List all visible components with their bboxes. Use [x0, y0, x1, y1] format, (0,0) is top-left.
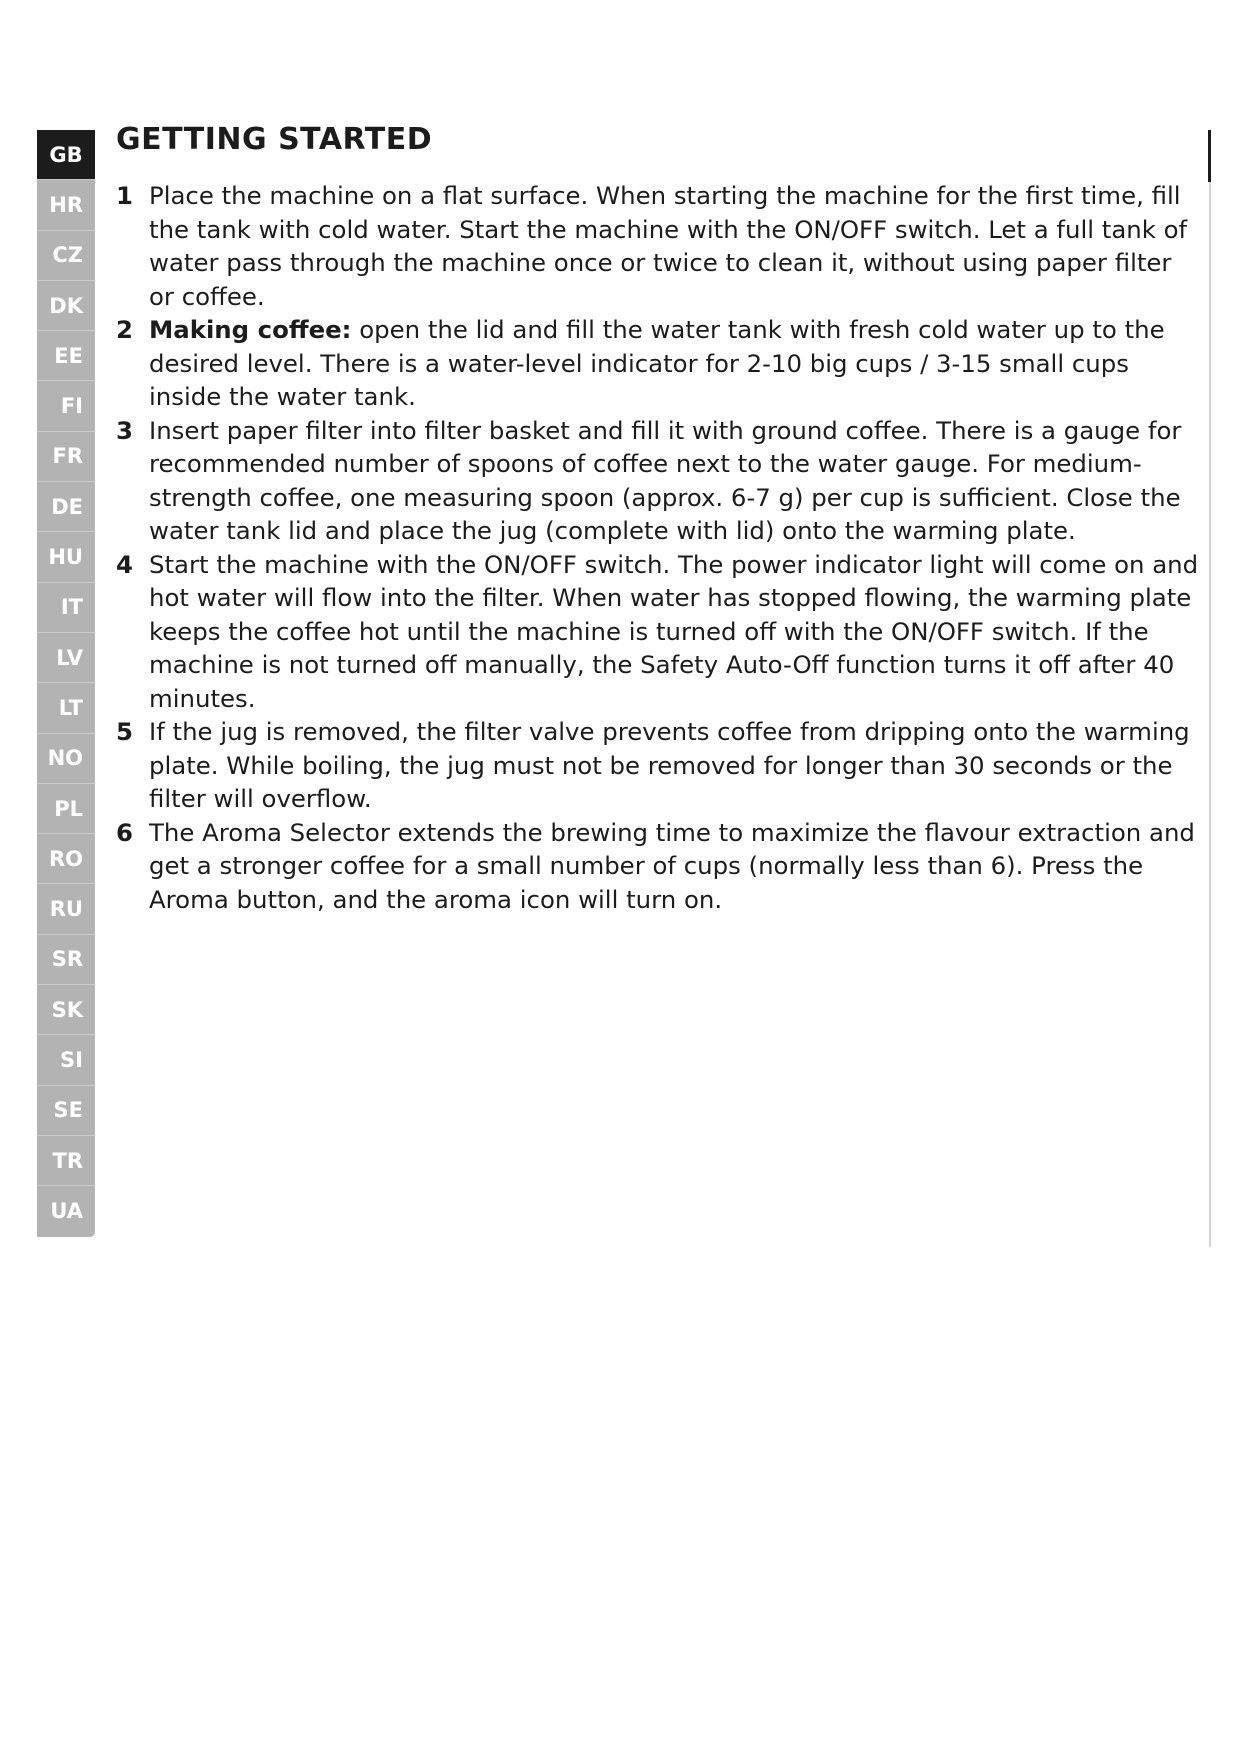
step-body: The Aroma Selector extends the brewing time to maximize the flavour extraction and get a stronger coffee for a small number of cups (normally less than 6). Press the Aroma button, and the aroma icon will turn on. [149, 817, 1195, 914]
step-text [149, 816, 1201, 917]
step-text [149, 715, 1201, 816]
step-item [116, 548, 1201, 716]
step-item [116, 715, 1201, 816]
step-heading: Making coffee: [149, 315, 352, 344]
language-tab-ru[interactable]: RU [37, 884, 95, 934]
step-number: 2 [116, 315, 133, 344]
language-tab-gb[interactable]: GB [37, 130, 95, 180]
step-body: Place the machine on a flat surface. When starting the machine for the first time, fill the tank with cold water. Start the machine with the ON/OFF switch. Let a full tank of water pass through the machine once or twice to clean it, without using paper filter or coffee. [149, 181, 1188, 311]
step-text [149, 414, 1201, 548]
step-number: 3 [116, 415, 133, 445]
step-number: 5 [116, 717, 133, 746]
step-item [116, 816, 1201, 917]
language-tab-lt[interactable]: LT [37, 683, 95, 733]
language-tab-pl[interactable]: PL [37, 784, 95, 834]
step-body: Start the machine with the ON/OFF switch. The power indicator light will come on and hot water will flow into the filter. When water has stopped flowing, the warming plate keeps the coffee hot until the machine is turned off with the ON/OFF switch. If the machine is not turned off manually, the Safety Auto-Off function turns it off after 40 minutes. [149, 549, 1199, 713]
language-tab-dk[interactable]: DK [37, 281, 95, 331]
step-item [116, 179, 1201, 313]
step-body: If the jug is removed, the filter valve prevents coffee from dripping onto the warming plate. While boiling, the jug must not be removed for longer than 30 seconds or the filter will overflow. [149, 717, 1190, 813]
step-text [149, 313, 1201, 414]
step-body: open the lid and fill the water tank with fresh cold water up to the desired level. There is a water-level indicator for 2-10 big cups / 3-15 small cups inside the water tank. [149, 315, 1165, 411]
step-body: Insert paper filter into filter basket and fill it with ground coffee. There is a gauge for recommended number of spoons of coffee next to the water gauge. For medium-strength coffee, one measuring spoon (approx. 6-7 g) per cup is sufficient. Close the water tank lid and place the jug (complete with lid) onto the warming plate. [149, 415, 1182, 545]
language-tab-fi[interactable]: FI [37, 381, 95, 431]
language-tab-de[interactable]: DE [37, 482, 95, 532]
language-tabs [37, 130, 95, 1237]
right-margin-rule [1209, 130, 1211, 1247]
step-text [149, 548, 1201, 716]
right-rule-accent [1208, 130, 1211, 182]
main-content [116, 122, 1201, 916]
language-tab-se[interactable]: SE [37, 1086, 95, 1136]
language-tab-tr[interactable]: TR [37, 1136, 95, 1186]
step-number: 4 [116, 549, 133, 579]
step-number: 1 [116, 181, 133, 210]
steps-list [116, 179, 1201, 916]
language-tab-no[interactable]: NO [37, 734, 95, 784]
language-tab-lv[interactable]: LV [37, 633, 95, 683]
step-number: 6 [116, 817, 133, 847]
language-tab-ua[interactable]: UA [37, 1186, 95, 1236]
language-tab-sk[interactable]: SK [37, 985, 95, 1035]
language-tab-cz[interactable]: CZ [37, 231, 95, 281]
step-item [116, 414, 1201, 548]
language-tab-it[interactable]: IT [37, 583, 95, 633]
step-item [116, 313, 1201, 414]
step-text [149, 179, 1201, 313]
language-tab-fr[interactable]: FR [37, 432, 95, 482]
language-tab-ro[interactable]: RO [37, 834, 95, 884]
language-tab-ee[interactable]: EE [37, 331, 95, 381]
language-tab-si[interactable]: SI [37, 1035, 95, 1085]
page-title: GETTING STARTED [116, 122, 433, 157]
language-tab-sr[interactable]: SR [37, 935, 95, 985]
language-tab-hr[interactable]: HR [37, 180, 95, 230]
language-tab-hu[interactable]: HU [37, 532, 95, 582]
